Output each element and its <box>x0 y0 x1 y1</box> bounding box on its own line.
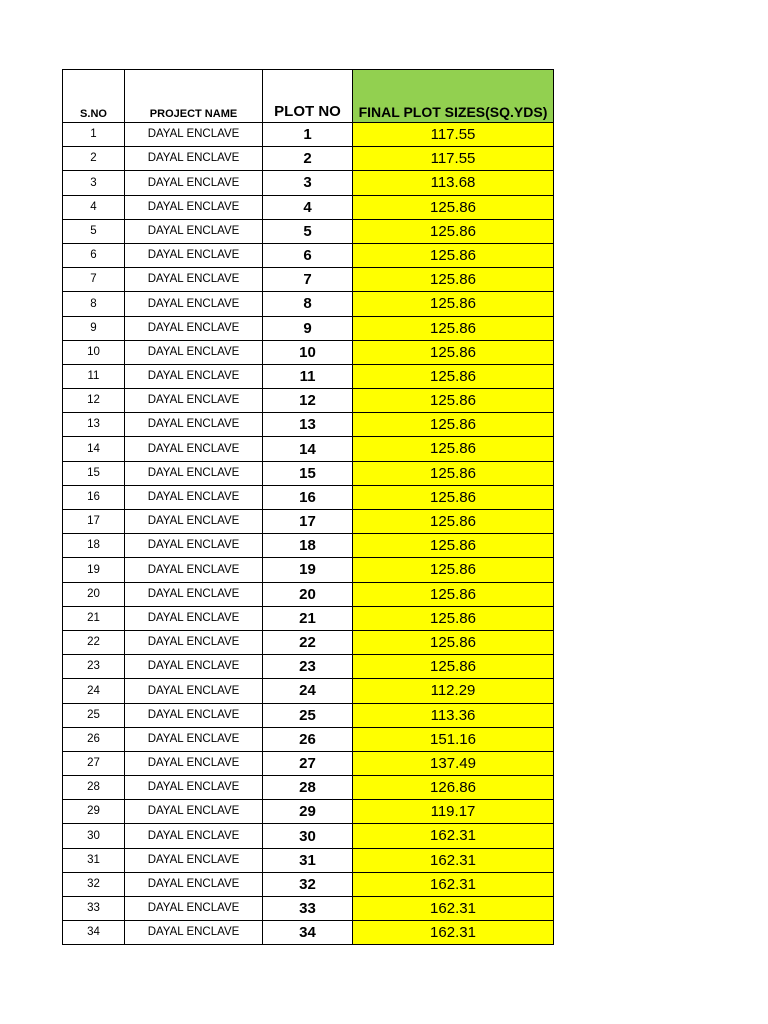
cell-sno: 2 <box>63 147 125 171</box>
cell-plot-no: 25 <box>263 703 353 727</box>
cell-plot-no: 12 <box>263 389 353 413</box>
cell-plot-size: 162.31 <box>353 872 554 896</box>
table-row <box>63 437 554 461</box>
table-header <box>63 70 554 123</box>
cell-project-name: DAYAL ENCLAVE <box>125 510 263 534</box>
cell-sno: 28 <box>63 776 125 800</box>
table-row <box>63 461 554 485</box>
table-row <box>63 630 554 654</box>
cell-sno: 23 <box>63 655 125 679</box>
cell-project-name: DAYAL ENCLAVE <box>125 364 263 388</box>
cell-sno: 27 <box>63 751 125 775</box>
table-row <box>63 897 554 921</box>
cell-sno: 5 <box>63 219 125 243</box>
cell-plot-size: 125.86 <box>353 558 554 582</box>
cell-plot-size: 117.55 <box>353 147 554 171</box>
table-row <box>63 655 554 679</box>
cell-plot-no: 26 <box>263 727 353 751</box>
cell-project-name: DAYAL ENCLAVE <box>125 921 263 945</box>
cell-sno: 6 <box>63 243 125 267</box>
cell-sno: 7 <box>63 268 125 292</box>
cell-plot-no: 24 <box>263 679 353 703</box>
cell-plot-no: 6 <box>263 243 353 267</box>
table-row <box>63 606 554 630</box>
cell-plot-no: 28 <box>263 776 353 800</box>
table-row <box>63 243 554 267</box>
cell-plot-no: 14 <box>263 437 353 461</box>
cell-plot-no: 32 <box>263 872 353 896</box>
cell-sno: 16 <box>63 485 125 509</box>
cell-project-name: DAYAL ENCLAVE <box>125 679 263 703</box>
cell-plot-size: 117.55 <box>353 123 554 147</box>
cell-project-name: DAYAL ENCLAVE <box>125 630 263 654</box>
cell-project-name: DAYAL ENCLAVE <box>125 243 263 267</box>
cell-plot-no: 22 <box>263 630 353 654</box>
header-row <box>63 70 554 123</box>
cell-plot-size: 125.86 <box>353 364 554 388</box>
table-row <box>63 776 554 800</box>
cell-sno: 9 <box>63 316 125 340</box>
cell-project-name: DAYAL ENCLAVE <box>125 147 263 171</box>
cell-project-name: DAYAL ENCLAVE <box>125 292 263 316</box>
cell-project-name: DAYAL ENCLAVE <box>125 776 263 800</box>
cell-sno: 33 <box>63 897 125 921</box>
table-body <box>63 123 554 945</box>
cell-plot-no: 27 <box>263 751 353 775</box>
cell-plot-no: 31 <box>263 848 353 872</box>
cell-sno: 8 <box>63 292 125 316</box>
cell-sno: 30 <box>63 824 125 848</box>
cell-plot-size: 125.86 <box>353 534 554 558</box>
header-final-plot-size: FINAL PLOT SIZES(SQ.YDS) <box>353 70 554 123</box>
cell-plot-no: 13 <box>263 413 353 437</box>
table-row <box>63 171 554 195</box>
cell-plot-size: 125.86 <box>353 461 554 485</box>
cell-project-name: DAYAL ENCLAVE <box>125 316 263 340</box>
cell-plot-size: 125.86 <box>353 268 554 292</box>
cell-plot-no: 34 <box>263 921 353 945</box>
table-row <box>63 727 554 751</box>
cell-plot-no: 16 <box>263 485 353 509</box>
cell-project-name: DAYAL ENCLAVE <box>125 655 263 679</box>
cell-project-name: DAYAL ENCLAVE <box>125 751 263 775</box>
cell-project-name: DAYAL ENCLAVE <box>125 558 263 582</box>
table-row <box>63 558 554 582</box>
cell-project-name: DAYAL ENCLAVE <box>125 123 263 147</box>
cell-sno: 29 <box>63 800 125 824</box>
plot-sizes-table <box>62 69 554 945</box>
cell-plot-size: 125.86 <box>353 243 554 267</box>
cell-plot-no: 30 <box>263 824 353 848</box>
cell-plot-size: 119.17 <box>353 800 554 824</box>
table-row <box>63 679 554 703</box>
table-row <box>63 268 554 292</box>
cell-project-name: DAYAL ENCLAVE <box>125 848 263 872</box>
cell-plot-size: 113.68 <box>353 171 554 195</box>
cell-project-name: DAYAL ENCLAVE <box>125 340 263 364</box>
cell-plot-size: 125.86 <box>353 485 554 509</box>
cell-plot-size: 125.86 <box>353 630 554 654</box>
header-plot-no: PLOT NO <box>263 70 353 123</box>
cell-plot-no: 18 <box>263 534 353 558</box>
cell-sno: 13 <box>63 413 125 437</box>
table-row <box>63 123 554 147</box>
cell-project-name: DAYAL ENCLAVE <box>125 872 263 896</box>
cell-plot-no: 4 <box>263 195 353 219</box>
cell-plot-size: 162.31 <box>353 897 554 921</box>
cell-plot-no: 8 <box>263 292 353 316</box>
cell-plot-size: 125.86 <box>353 389 554 413</box>
cell-plot-no: 2 <box>263 147 353 171</box>
cell-plot-size: 113.36 <box>353 703 554 727</box>
table-row <box>63 824 554 848</box>
table-row <box>63 147 554 171</box>
cell-plot-size: 125.86 <box>353 606 554 630</box>
table-row <box>63 364 554 388</box>
cell-project-name: DAYAL ENCLAVE <box>125 268 263 292</box>
table-row <box>63 195 554 219</box>
table-row <box>63 703 554 727</box>
table-row <box>63 340 554 364</box>
cell-plot-no: 20 <box>263 582 353 606</box>
cell-sno: 22 <box>63 630 125 654</box>
cell-project-name: DAYAL ENCLAVE <box>125 219 263 243</box>
cell-plot-size: 125.86 <box>353 195 554 219</box>
cell-sno: 15 <box>63 461 125 485</box>
cell-project-name: DAYAL ENCLAVE <box>125 461 263 485</box>
cell-plot-size: 126.86 <box>353 776 554 800</box>
cell-sno: 19 <box>63 558 125 582</box>
cell-sno: 20 <box>63 582 125 606</box>
cell-sno: 3 <box>63 171 125 195</box>
cell-project-name: DAYAL ENCLAVE <box>125 824 263 848</box>
cell-plot-no: 17 <box>263 510 353 534</box>
spreadsheet-page <box>62 69 554 945</box>
cell-plot-size: 125.86 <box>353 292 554 316</box>
cell-plot-no: 19 <box>263 558 353 582</box>
cell-sno: 24 <box>63 679 125 703</box>
cell-plot-size: 125.86 <box>353 413 554 437</box>
cell-sno: 12 <box>63 389 125 413</box>
table-row <box>63 389 554 413</box>
cell-plot-no: 3 <box>263 171 353 195</box>
table-row <box>63 921 554 945</box>
cell-sno: 21 <box>63 606 125 630</box>
cell-plot-size: 162.31 <box>353 848 554 872</box>
cell-sno: 18 <box>63 534 125 558</box>
cell-plot-size: 125.86 <box>353 582 554 606</box>
cell-project-name: DAYAL ENCLAVE <box>125 171 263 195</box>
cell-project-name: DAYAL ENCLAVE <box>125 582 263 606</box>
cell-plot-size: 137.49 <box>353 751 554 775</box>
cell-project-name: DAYAL ENCLAVE <box>125 727 263 751</box>
table-row <box>63 219 554 243</box>
cell-plot-size: 162.31 <box>353 824 554 848</box>
table-row <box>63 872 554 896</box>
cell-plot-no: 15 <box>263 461 353 485</box>
cell-sno: 17 <box>63 510 125 534</box>
table-row <box>63 510 554 534</box>
cell-project-name: DAYAL ENCLAVE <box>125 413 263 437</box>
cell-sno: 10 <box>63 340 125 364</box>
cell-sno: 4 <box>63 195 125 219</box>
cell-plot-no: 33 <box>263 897 353 921</box>
cell-plot-size: 125.86 <box>353 655 554 679</box>
cell-project-name: DAYAL ENCLAVE <box>125 389 263 413</box>
cell-plot-no: 29 <box>263 800 353 824</box>
table-row <box>63 485 554 509</box>
cell-plot-no: 9 <box>263 316 353 340</box>
table-row <box>63 534 554 558</box>
cell-project-name: DAYAL ENCLAVE <box>125 897 263 921</box>
cell-plot-size: 125.86 <box>353 340 554 364</box>
cell-sno: 26 <box>63 727 125 751</box>
cell-plot-no: 7 <box>263 268 353 292</box>
cell-plot-size: 125.86 <box>353 316 554 340</box>
table-row <box>63 316 554 340</box>
cell-plot-size: 125.86 <box>353 219 554 243</box>
table-row <box>63 751 554 775</box>
cell-plot-no: 23 <box>263 655 353 679</box>
cell-sno: 14 <box>63 437 125 461</box>
cell-sno: 25 <box>63 703 125 727</box>
cell-sno: 31 <box>63 848 125 872</box>
cell-plot-size: 125.86 <box>353 437 554 461</box>
cell-plot-size: 125.86 <box>353 510 554 534</box>
cell-plot-size: 151.16 <box>353 727 554 751</box>
table-row <box>63 800 554 824</box>
table-row <box>63 413 554 437</box>
cell-sno: 1 <box>63 123 125 147</box>
table-row <box>63 292 554 316</box>
cell-project-name: DAYAL ENCLAVE <box>125 606 263 630</box>
cell-project-name: DAYAL ENCLAVE <box>125 437 263 461</box>
table-row <box>63 848 554 872</box>
table-row <box>63 582 554 606</box>
cell-plot-no: 1 <box>263 123 353 147</box>
cell-sno: 32 <box>63 872 125 896</box>
cell-project-name: DAYAL ENCLAVE <box>125 195 263 219</box>
header-project-name: PROJECT NAME <box>125 70 263 123</box>
header-sno: S.NO <box>63 70 125 123</box>
cell-sno: 34 <box>63 921 125 945</box>
cell-project-name: DAYAL ENCLAVE <box>125 703 263 727</box>
cell-plot-size: 112.29 <box>353 679 554 703</box>
cell-plot-size: 162.31 <box>353 921 554 945</box>
cell-project-name: DAYAL ENCLAVE <box>125 485 263 509</box>
cell-project-name: DAYAL ENCLAVE <box>125 534 263 558</box>
cell-plot-no: 10 <box>263 340 353 364</box>
cell-sno: 11 <box>63 364 125 388</box>
cell-plot-no: 5 <box>263 219 353 243</box>
cell-project-name: DAYAL ENCLAVE <box>125 800 263 824</box>
cell-plot-no: 11 <box>263 364 353 388</box>
cell-plot-no: 21 <box>263 606 353 630</box>
